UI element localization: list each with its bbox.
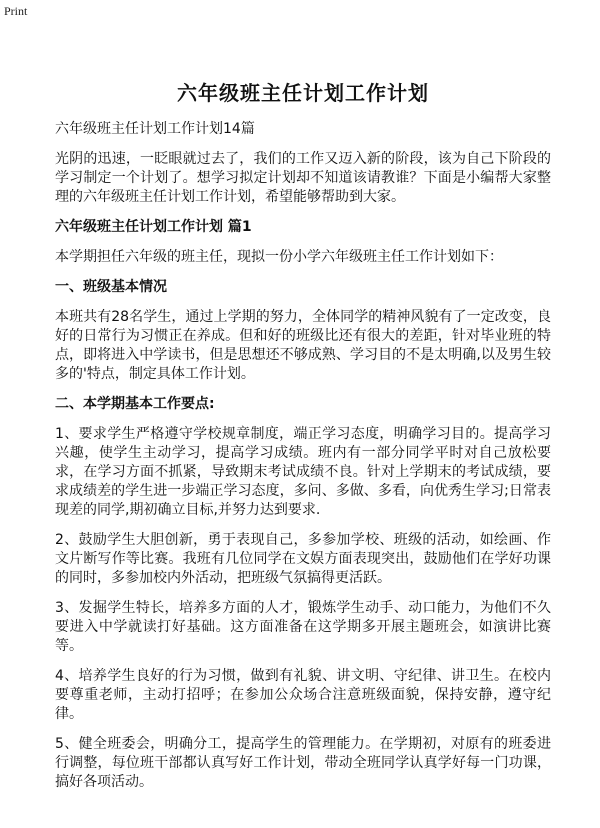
heading-work-points: 二、本学期基本工作要点: [55,396,215,412]
class-situation-paragraph: 本班共有28名学生，通过上学期的努力，全体同学的精神风貌有了一定改变，良好的日常行为习惯正在养成。但和好的班级比还有很大的差距，针对毕业班的特点，即将进入中学读书，但是思想还不够成熟、学习目的不是太明确,以及男生较多的'特点，制定具体工作计划。 [55,309,551,382]
work-point-item: 2、鼓励学生大胆创新，勇于表现自己，多参加学校、班级的活动，如绘画、作文片断写作等比赛。我班有几位同学在文娱方面表现突出，鼓励他们在学好功课的同时，多参加校内外活动，把班级气氛搞得更活跃。 [55,532,551,586]
heading-class-situation: 一、班级基本情况 [55,279,167,295]
section-heading: 六年级班主任计划工作计划 篇1 [55,219,252,235]
subtitle: 六年级班主任计划工作计划14篇 [55,121,255,137]
work-point-item: 5、健全班委会，明确分工，提高学生的管理能力。在学期初，对原有的班委进行调整，每位班干部都认真写好工作计划，带动全班同学认真学好每一门功课，搞好各项活动。 [55,736,551,790]
lead-paragraph: 本学期担任六年级的班主任，现拟一份小学六年级班主任工作计划如下： [55,249,503,265]
intro-paragraph: 光阴的迅速，一眨眼就过去了，我们的工作又迈入新的阶段，该为自己下阶段的学习制定一个计划了。想学习拟定计划却不知道该请教谁？下面是小编帮大家整理的六年级班主任计划工作计划，希望能够帮助到大家。 [55,151,551,205]
work-point-item: 1、要求学生严格遵守学校规章制度，端正学习态度，明确学习目的。提高学习兴趣，使学生主动学习，提高学习成绩。班内有一部分同学平时对自己放松要求，在学习方面不抓紧，导致期末考试成绩不良。针对上学期末的考试成绩，要求成绩差的学生进一步端正学习态度，多问、多做、多看，向优秀生学习;日常表现差的同学,期初确立目标,并努力达到要求. [55,426,551,518]
work-point-item: 3、发掘学生特长，培养多方面的人才，锻炼学生动手、动口能力，为他们不久要进入中学就读打好基础。这方面准备在这学期多开展主题班会，如演讲比赛等。 [55,600,551,654]
work-point-item: 4、培养学生良好的行为习惯，做到有礼貌、讲文明、守纪律、讲卫生。在校内要尊重老师，主动打招呼；在参加公众场合注意班级面貌，保持安静，遵守纪律。 [55,668,551,722]
print-link[interactable]: Print [4,4,28,18]
document-title: 六年级班主任计划工作计划 [177,81,429,105]
document-body [55,80,551,803]
